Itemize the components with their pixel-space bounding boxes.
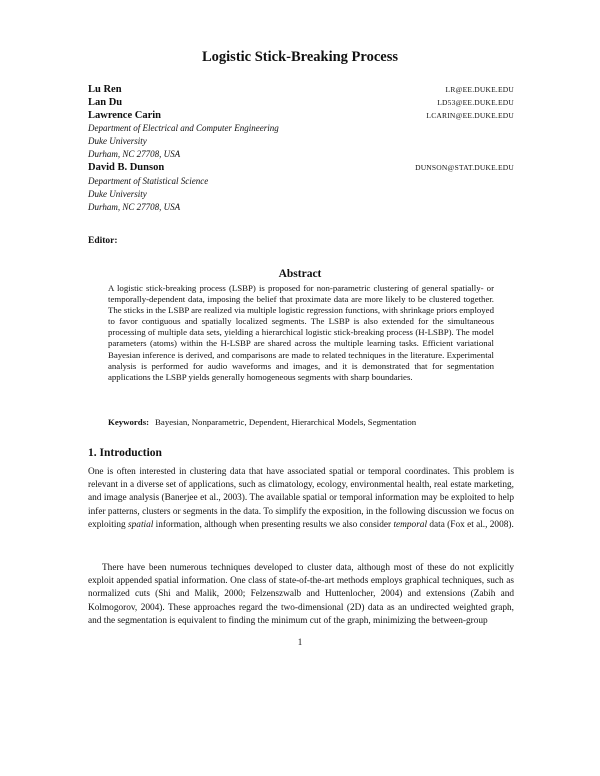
author-name: Lan Du (88, 97, 123, 108)
author-name: Lu Ren (88, 84, 122, 95)
editor-label: Editor: (88, 236, 118, 246)
keywords-text: Bayesian, Nonparametric, Dependent, Hierarchical Models, Segmentation (155, 417, 417, 427)
keywords-label: Keywords: (108, 417, 150, 427)
para-text: data (Fox et al., 2008). (427, 519, 514, 530)
body-paragraph: There have been numerous techniques developed to cluster data, although most of these do not explicitly exploit appended spatial information. One class of state-of-the-art methods employs graphical techniques, such as normalized cuts (Shi and Malik, 2000; Felzenszwalb and Huttenlocher, 2004) and extensions (Zabih and Kolmogorov, 2004). These approaches regard the two-dimensional (2D) data as an undirected weighted graph, and the segmentation is equivalent to finding the minimum cut of the graph, minimizing the between-group (88, 563, 514, 626)
affiliation-line: Durham, NC 27708, USA (88, 202, 181, 213)
author-row-1 (88, 84, 514, 96)
affiliation-1 (88, 122, 279, 162)
author-row-3 (88, 110, 514, 122)
body-paragraph (88, 466, 514, 532)
author-name: David B. Dunson (88, 162, 165, 173)
para-emphasis: temporal (393, 519, 428, 530)
author-email: LR@EE.DUKE.EDU (445, 85, 514, 94)
author-email: DUNSON@STAT.DUKE.EDU (415, 163, 514, 172)
para-text: information, although when presenting results we also consider (153, 519, 394, 530)
author-row-2 (88, 97, 514, 109)
section-heading: 1. Introduction (88, 447, 162, 459)
author-row-4 (88, 162, 514, 174)
abstract-heading: Abstract (278, 268, 322, 280)
author-name: Lawrence Carin (88, 110, 162, 121)
author-email: LCARIN@EE.DUKE.EDU (426, 111, 514, 120)
affiliation-line: Department of Statistical Science (88, 176, 209, 186)
page-number: 1 (297, 637, 303, 647)
para-emphasis: spatial (128, 519, 154, 530)
para-text: One is often interested in clustering data that have associated spatial or temporal coordinates. This problem is relevant in a diverse set of applications, such as climatology, ecology, environmental health, real estate marketing, and image analysis (Banerjee et al., 2003). The available spatial or temporal information may be exploited to help infer patterns, clusters or segments in the data. To simplify the exposition, in the following discussion we focus on exploiting (88, 467, 514, 530)
paper-title: Logistic Stick-Breaking Process (201, 49, 398, 65)
abstract-text: A logistic stick-breaking process (LSBP) is proposed for non-parametric clustering of general spatially- or temporally-dependent data, imposing the belief that proximate data are more likely to be clustered together. The sticks in the LSBP are realized via multiple logistic regression functions, with shrinkage priors employed to favor contiguous and spatially localized segments. The LSBP is also extended for the simultaneous processing of multiple data sets, yielding a hierarchical logistic stick-breaking process (H-LSBP). The model parameters (atoms) within the H-LSBP are shared across the multiple learning tasks. Efficient variational Bayesian inference is derived, and comparisons are made to related techniques in the literature. Experimental analysis is performed for audio waveforms and images, and it is demonstrated that for segmentation applications the LSBP yields generally homogeneous segments with sharp boundaries. (108, 283, 494, 382)
keywords (108, 417, 494, 427)
author-email: LD53@EE.DUKE.EDU (437, 98, 514, 107)
affiliation-line: Durham, NC 27708, USA (88, 149, 181, 160)
affiliation-line: Department of Electrical and Computer Engineering (88, 123, 279, 133)
affiliation-line: Duke University (88, 136, 147, 147)
affiliation-2 (88, 175, 208, 215)
affiliation-line: Duke University (88, 189, 147, 200)
